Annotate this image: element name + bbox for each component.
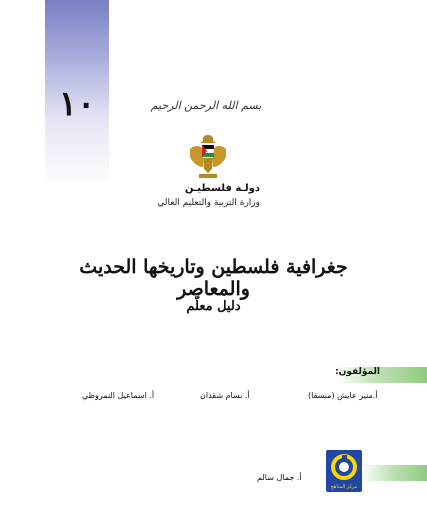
grade-tab [45,0,109,188]
author-4: أ. جمال سالم [257,473,302,482]
basmala: بسم الله الرحمن الرحيم [150,99,262,112]
curriculum-center-logo [326,450,362,492]
author-2: أ. بسام شقدان [200,391,250,400]
ministry-name: وزارة التربية والتعليم العالي [157,198,260,208]
curriculum-center-logo-icon [330,453,358,481]
logo-text: مركز المناهج [330,484,358,490]
book-title: جغرافية فلسطين وتاريخها الحديث والمعاصر [79,256,348,300]
palestine-eagle-emblem-icon [186,131,230,181]
state-name: دولـة فلسطيـن [184,183,260,194]
book-subtitle: دليل معلّم [186,299,241,314]
bottom-green-bar [361,465,427,481]
grade-number: ١٠ [58,84,96,124]
authors-label: المؤلفون: [335,367,380,377]
author-1: أ.منير عايش (منسقا) [308,391,378,400]
author-3: أ. اسماعيل النمروطي [82,391,155,400]
